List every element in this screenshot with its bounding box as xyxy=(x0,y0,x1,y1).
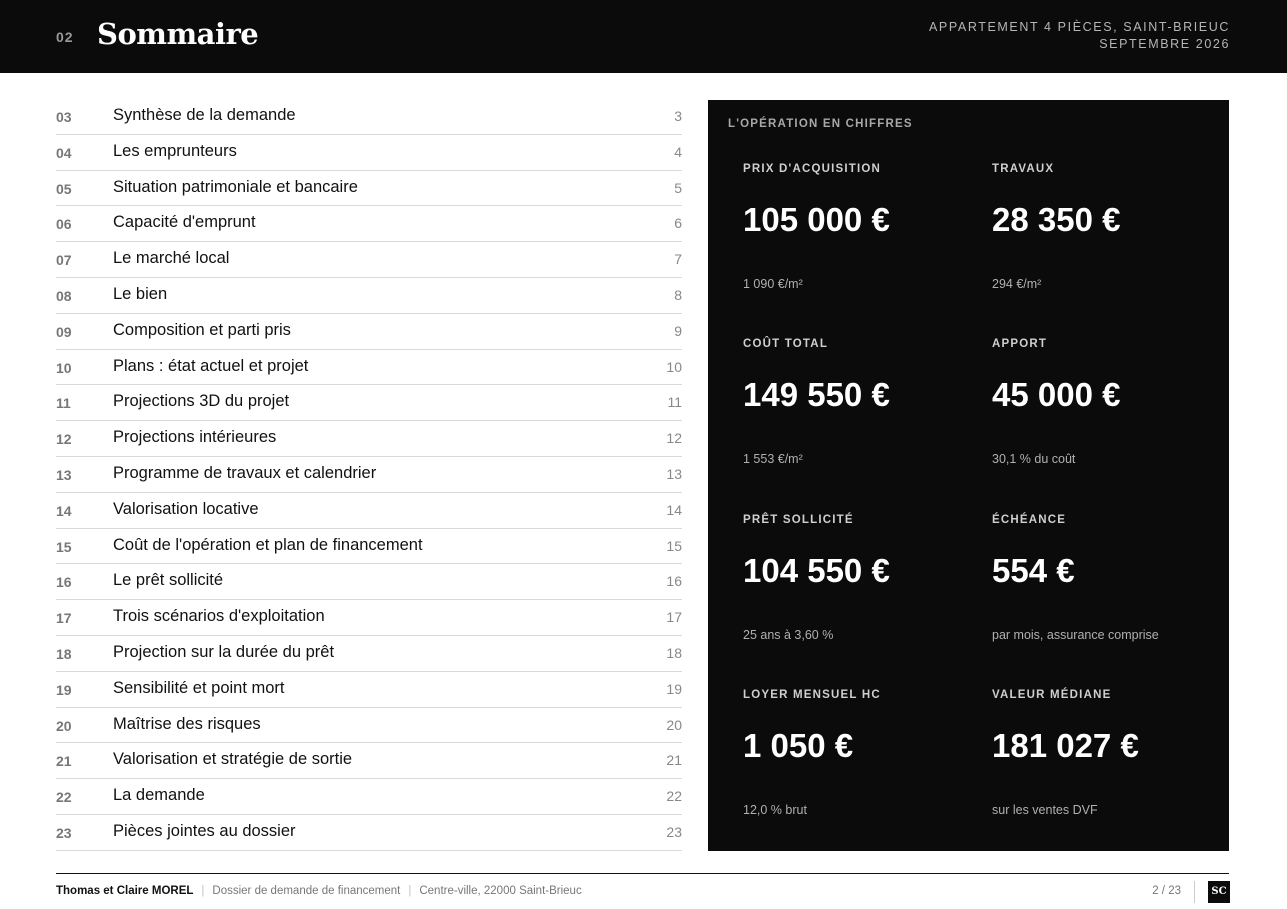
toc-section-title: Pièces jointes au dossier xyxy=(113,821,296,840)
key-figure-value: 554 € xyxy=(992,552,1075,589)
toc-page-number: 12 xyxy=(666,430,682,447)
toc-section-number: 03 xyxy=(56,109,72,125)
key-figure-value: 1 050 € xyxy=(743,727,854,764)
toc-section-title: Valorisation et stratégie de sortie xyxy=(113,750,353,769)
toc-page-number: 14 xyxy=(666,501,682,518)
toc-section-title: Maîtrise des risques xyxy=(113,714,261,733)
toc-page-number: 20 xyxy=(666,716,682,733)
key-figure-label: VALEUR MÉDIANE xyxy=(992,689,1112,701)
toc-section-number: 17 xyxy=(56,610,72,627)
toc-page-number: 3 xyxy=(674,108,682,124)
footer-vertical-divider xyxy=(1194,881,1195,903)
toc-section-number: 09 xyxy=(56,323,72,340)
key-figure xyxy=(743,163,983,333)
toc-row[interactable] xyxy=(56,278,682,314)
toc-section-number: 08 xyxy=(56,287,72,304)
key-figure-detail: 1 553 €/m² xyxy=(743,452,803,466)
toc-section-number: 22 xyxy=(56,789,72,806)
toc-row[interactable] xyxy=(56,708,682,744)
key-figure xyxy=(992,689,1232,859)
toc-page-number: 11 xyxy=(667,394,682,411)
toc-section-title: Trois scénarios d'exploitation xyxy=(113,607,325,626)
toc-page-number: 19 xyxy=(666,680,682,697)
toc-row[interactable] xyxy=(56,99,682,135)
page-header xyxy=(0,0,1287,73)
toc-section-title: Projection sur la durée du prêt xyxy=(113,642,335,661)
toc-page-number: 10 xyxy=(666,358,682,375)
key-figure-detail: 25 ans à 3,60 % xyxy=(743,628,834,642)
toc-section-number: 14 xyxy=(56,502,72,519)
toc-section-title: Programme de travaux et calendrier xyxy=(113,463,377,482)
toc-page-number: 4 xyxy=(674,143,682,160)
key-figure-label: ÉCHÉANCE xyxy=(992,514,1067,526)
toc-section-number: 12 xyxy=(56,431,72,448)
toc-page-number: 6 xyxy=(674,215,682,232)
key-figure-detail: 12,0 % brut xyxy=(743,803,807,817)
toc-page-number: 18 xyxy=(666,644,682,661)
footer-separator: | xyxy=(201,885,205,897)
footer-location: Centre-ville, 22000 Saint-Brieuc xyxy=(419,885,582,897)
toc-section-title: Les emprunteurs xyxy=(113,141,237,160)
toc-page-number: 7 xyxy=(674,251,682,268)
key-figure-value: 45 000 € xyxy=(992,376,1121,413)
page-title: Sommaire xyxy=(97,17,259,51)
toc-row[interactable] xyxy=(56,564,682,600)
key-figure-label: COÛT TOTAL xyxy=(743,338,829,350)
key-figure-detail: 1 090 €/m² xyxy=(743,277,803,291)
panel-title: L'OPÉRATION EN CHIFFRES xyxy=(728,118,913,130)
toc-section-title: Le bien xyxy=(113,284,168,303)
toc-row[interactable] xyxy=(56,600,682,636)
meta-property: APPARTEMENT 4 PIÈCES, SAINT-BRIEUC xyxy=(929,20,1230,34)
toc-section-number: 18 xyxy=(56,645,72,662)
toc-section-number: 15 xyxy=(56,538,72,555)
toc-row[interactable] xyxy=(56,350,682,386)
key-figures-panel xyxy=(708,100,1229,851)
key-figure-detail: sur les ventes DVF xyxy=(992,803,1098,817)
footer-separator: | xyxy=(408,885,412,897)
toc-section-number: 13 xyxy=(56,466,72,483)
toc-section-title: Synthèse de la demande xyxy=(113,106,296,124)
toc-section-title: Projections intérieures xyxy=(113,428,277,447)
table-of-contents xyxy=(56,99,682,851)
toc-section-title: Projections 3D du projet xyxy=(113,392,290,411)
footer-borrowers: Thomas et Claire MOREL xyxy=(56,885,194,897)
key-figure-detail: par mois, assurance comprise xyxy=(992,628,1159,642)
toc-page-number: 21 xyxy=(666,752,682,769)
toc-section-number: 16 xyxy=(56,574,72,591)
key-figure-value: 28 350 € xyxy=(992,201,1121,238)
key-figure-label: PRÊT SOLLICITÉ xyxy=(743,514,854,526)
toc-page-number: 17 xyxy=(666,609,682,626)
key-figure xyxy=(743,689,983,859)
key-figure-label: APPORT xyxy=(992,338,1048,350)
toc-page-number: 15 xyxy=(666,537,682,554)
toc-section-number: 06 xyxy=(56,216,72,233)
toc-page-number: 22 xyxy=(666,788,682,805)
key-figure-value: 104 550 € xyxy=(743,552,890,589)
toc-section-number: 23 xyxy=(56,824,72,841)
key-figure-label: PRIX D'ACQUISITION xyxy=(743,163,882,175)
key-figure-detail: 30,1 % du coût xyxy=(992,452,1076,466)
key-figure-value: 105 000 € xyxy=(743,201,890,238)
toc-page-number: 8 xyxy=(674,286,682,303)
toc-section-number: 21 xyxy=(56,753,72,770)
toc-row[interactable] xyxy=(56,314,682,350)
toc-section-number: 10 xyxy=(56,359,72,376)
toc-section-title: Valorisation locative xyxy=(113,499,259,518)
toc-section-number: 04 xyxy=(56,144,72,161)
toc-row[interactable] xyxy=(56,135,682,171)
toc-row[interactable] xyxy=(56,206,682,242)
toc-row[interactable] xyxy=(56,171,682,207)
toc-page-number: 23 xyxy=(666,823,682,840)
key-figure-detail: 294 €/m² xyxy=(992,277,1042,291)
toc-page-number: 5 xyxy=(674,179,682,196)
key-figure xyxy=(992,163,1232,333)
meta-date: SEPTEMBRE 2026 xyxy=(1099,37,1230,51)
toc-section-title: Sensibilité et point mort xyxy=(113,678,285,697)
toc-page-number: 16 xyxy=(666,573,682,590)
toc-section-title: Le prêt sollicité xyxy=(113,571,224,590)
toc-row[interactable] xyxy=(56,743,682,779)
toc-row[interactable] xyxy=(56,457,682,493)
toc-section-number: 11 xyxy=(56,395,71,412)
toc-row[interactable] xyxy=(56,421,682,457)
toc-row[interactable] xyxy=(56,242,682,278)
key-figure-value: 149 550 € xyxy=(743,376,890,413)
toc-row[interactable] xyxy=(56,779,682,815)
toc-row[interactable] xyxy=(56,493,682,529)
key-figure-label: LOYER MENSUEL HC xyxy=(743,689,881,701)
toc-section-number: 20 xyxy=(56,717,72,734)
toc-row[interactable] xyxy=(56,672,682,708)
toc-section-title: Le marché local xyxy=(113,249,230,268)
toc-page-number: 9 xyxy=(674,322,682,339)
toc-row[interactable] xyxy=(56,815,682,851)
key-figure xyxy=(992,514,1232,684)
footer-document: Dossier de demande de financement xyxy=(212,885,401,897)
toc-section-title: Composition et parti pris xyxy=(113,320,291,339)
toc-section-number: 19 xyxy=(56,681,72,698)
key-figure xyxy=(743,338,983,508)
key-figure xyxy=(992,338,1232,508)
toc-section-title: Capacité d'emprunt xyxy=(113,213,256,232)
toc-section-number: 05 xyxy=(56,180,72,197)
toc-section-title: Situation patrimoniale et bancaire xyxy=(113,177,358,196)
toc-row[interactable] xyxy=(56,385,682,421)
key-figure-value: 181 027 € xyxy=(992,727,1139,764)
toc-row[interactable] xyxy=(56,529,682,565)
page-count: 2 / 23 xyxy=(1152,885,1181,897)
page-footer xyxy=(56,885,582,897)
section-number: 02 xyxy=(56,29,74,45)
toc-section-title: Plans : état actuel et projet xyxy=(113,356,309,375)
key-figure-label: TRAVAUX xyxy=(992,163,1055,175)
toc-section-title: La demande xyxy=(113,786,205,805)
toc-row[interactable] xyxy=(56,636,682,672)
brand-logo: SC xyxy=(1208,881,1230,903)
key-figure xyxy=(743,514,983,684)
document-meta xyxy=(929,19,1230,53)
footer-divider xyxy=(56,873,1229,874)
toc-page-number: 13 xyxy=(666,465,682,482)
toc-section-number: 07 xyxy=(56,252,72,269)
toc-section-title: Coût de l'opération et plan de financement xyxy=(113,535,423,554)
